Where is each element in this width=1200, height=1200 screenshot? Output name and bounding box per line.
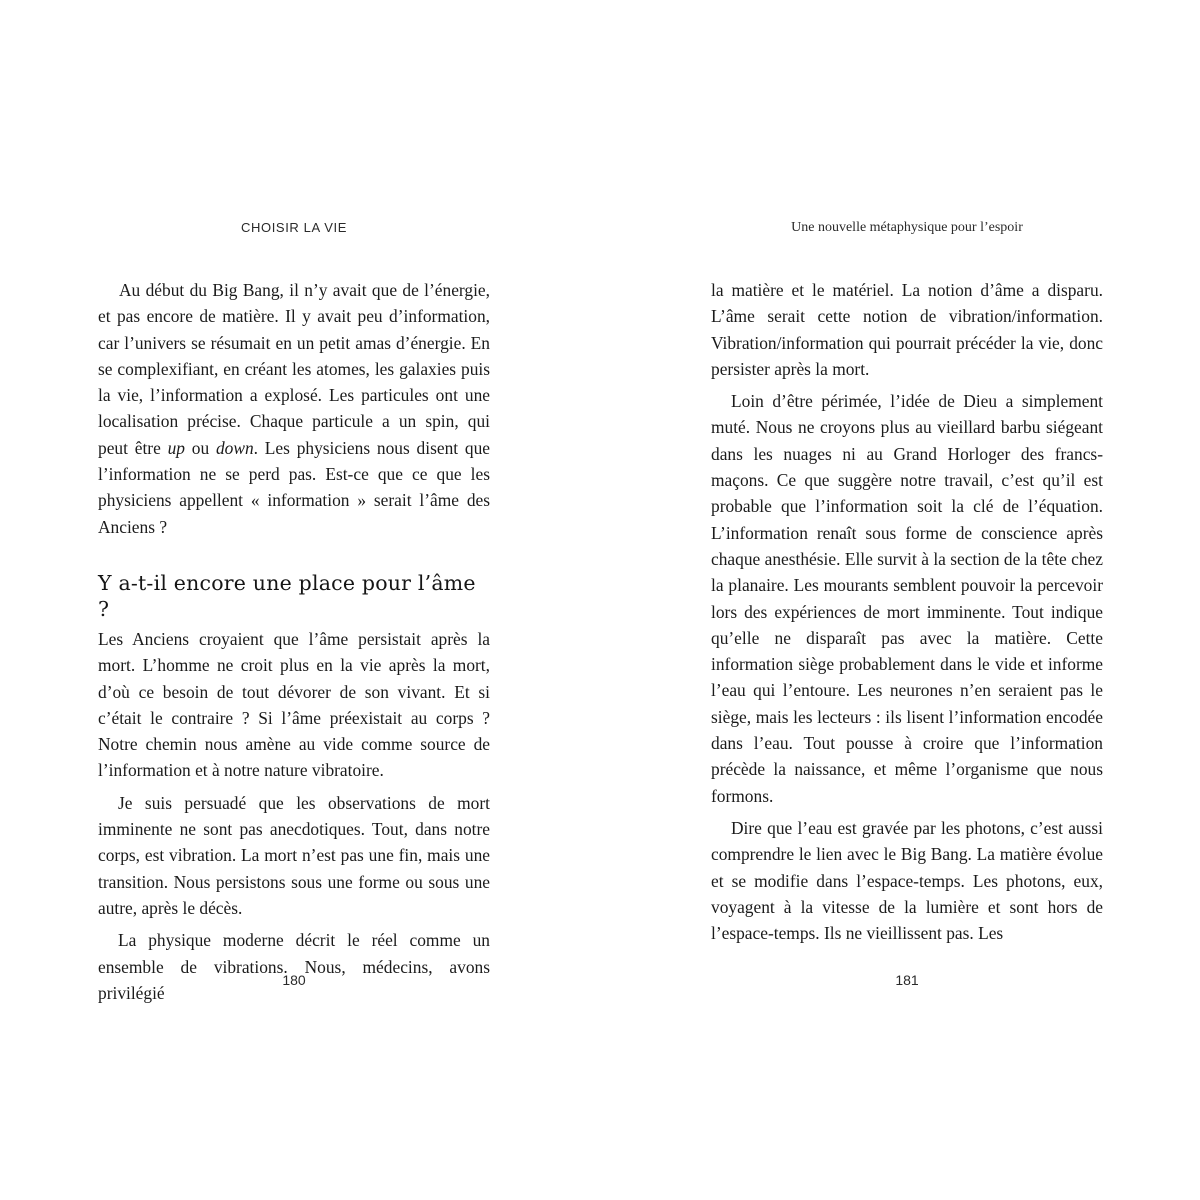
left-paragraph-1-or: ou [184, 437, 216, 458]
left-paragraph-2: Les Anciens croyaient que l’âme persistait après la mort. L’homme ne croit plus en la vie après la mort, d’où ce besoin de tout dévorer de son vivant. Et si c’était le contraire ? Si l’âme préexistait au corps ? Notre chemin nous amène au vide comme source de l’information et à notre nature vibratoire. [98, 628, 490, 781]
left-paragraph-3: Je suis persuadé que les observations de mort imminente ne sont pas anecdotiques. Tout, dans notre corps, est vibration. La mort n’est pas une fin, mais une transition. Nous persistons sous une forme ou sous une autre, après le décès. [98, 792, 490, 918]
page-number-right: 181 [895, 972, 919, 988]
page-number-left: 180 [282, 972, 306, 988]
running-head-left: CHOISIR LA VIE [241, 220, 347, 235]
section-heading: Y a-t-il encore une place pour l’âme ? [98, 570, 476, 621]
right-paragraph-1: la matière et le matériel. La notion d’âme a disparu. L’âme serait cette notion de vibration/information. Vibration/information qui pourrait précéder la vie, donc persister après la mort. [711, 280, 1103, 379]
right-paragraph-3: Dire que l’eau est gravée par les photons, c’est aussi comprendre le lien avec le Big Bang. La matière évolue et se modifie dans l’espace-temps. Les photons, eux, voyagent à la vitesse de la lumière et sont hors de l’espace-temps. Ils ne vieillissent pas. Les [711, 817, 1103, 944]
left-paragraph-1 [98, 277, 490, 540]
left-page [98, 0, 490, 1200]
right-paragraph-2: Loin d’être périmée, l’idée de Dieu a simplement muté. Nous ne croyons plus au vieillard barbu siégeant dans les nuages ni au Grand Horloger des francs-maçons. Ce que suggère notre travail, c’est qu’il est probable que l’information soit la clé de l’équation. L’information renaît sous forme de conscience après chaque anesthésie. Elle survit à la section de la tête chez la planaire. Les mourants semblent pouvoir la percevoir lors des expériences de mort imminente. Tout indique qu’elle ne disparaît pas avec la matière. Cette information siège probablement dans le vide et informe l’eau qui l’entoure. Les neurones n’en seraient pas le siège, mais les lecteurs : ils lisent l’information encodée dans l’eau. Tout pousse à croire que l’information précède la naissance, et même l’organisme que nous formons. [711, 391, 1103, 806]
italic-down: down [215, 437, 254, 458]
left-paragraph-1-part-a: Au début du Big Bang, il n’y avait que de l’énergie, et pas encore de matière. Il y avait peu d’information, car l’univers se résumait en un petit amas d’énergie. En se complexifiant, en créant les atomes, les galaxies puis la vie, l’information a explosé. Les particules ont une localisation précise. Chaque particule a un spin, qui peut être [98, 280, 490, 458]
running-head-right: Une nouvelle métaphysique pour l’espoir [791, 220, 1023, 235]
left-body-text [98, 277, 490, 1006]
left-paragraph-1-part-b: . Les physiciens nous disent que l’information ne se perd pas. Est-ce que ce que les physiciens appellent « information » serait l’âme des Anciens ? [98, 437, 490, 537]
left-paragraph-4: La physique moderne décrit le réel comme un ensemble de vibrations. Nous, médecins, avons privilégié [98, 930, 490, 1003]
italic-up: up [167, 437, 185, 458]
right-body-text [711, 277, 1103, 946]
right-page [711, 0, 1103, 1200]
